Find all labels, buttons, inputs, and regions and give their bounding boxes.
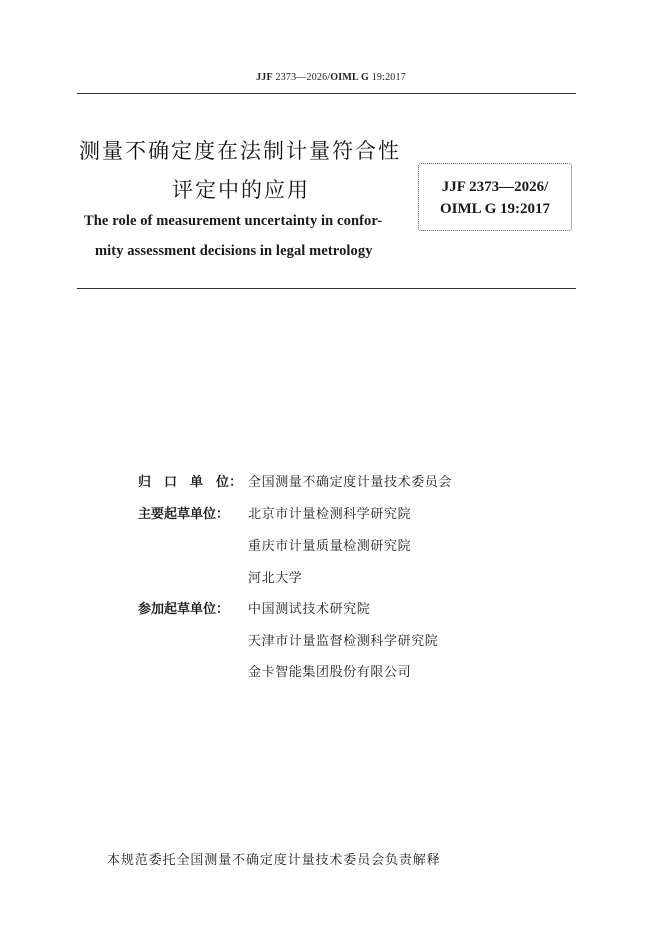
responsible-unit-label (138, 471, 248, 490)
interpretation-note: 本规范委托全国测量不确定度计量技术委员会负责解释 (107, 853, 441, 868)
standard-code-line-2: OIML G 19:2017 (439, 201, 550, 217)
standard-code-line-1: JJF 2373—2026/ (441, 179, 549, 195)
main-drafting-unit: 河北大学 (248, 571, 303, 586)
title-english-line-1: The role of measurement uncertainty in confor- (84, 213, 383, 229)
responsible-label-char: 归 (138, 475, 165, 490)
responsible-label-char: 单 (190, 475, 217, 490)
header-code-number: 2373—2026/ (272, 72, 331, 83)
title-english-line-2: mity assessment decisions in legal metrology (95, 243, 373, 259)
participating-drafting-unit: 中国测试技术研究院 (248, 602, 371, 617)
title-divider (77, 288, 576, 289)
responsible-unit-value: 全国测量不确定度计量技术委员会 (248, 475, 453, 490)
responsible-label-colon: ： (229, 475, 243, 490)
responsible-label-char: 口 (164, 475, 191, 490)
participating-drafting-row (138, 598, 370, 617)
header-code-year: 19:2017 (369, 72, 406, 83)
participating-drafting-unit: 天津市计量监督检测科学研究院 (248, 634, 439, 649)
title-chinese-line-2: 评定中的应用 (172, 178, 310, 202)
main-drafting-unit: 重庆市计量质量检测研究院 (248, 539, 412, 554)
participating-drafting-unit: 金卡智能集团股份有限公司 (248, 665, 412, 680)
page-header-code (0, 72, 662, 83)
main-drafting-row (138, 503, 411, 522)
header-code-oiml: OIML G (330, 72, 370, 83)
responsible-label-char: 位 (216, 475, 230, 490)
title-chinese-line-1: 测量不确定度在法制计量符合性 (79, 139, 401, 163)
main-drafting-unit: 北京市计量检测科学研究院 (248, 507, 412, 522)
header-code-prefix: JJF (256, 72, 273, 83)
standard-code-box (418, 163, 572, 231)
participating-drafting-label: 参加起草单位： (138, 602, 230, 617)
header-divider (77, 93, 576, 94)
responsible-unit-row (138, 471, 452, 490)
main-drafting-label: 主要起草单位： (138, 507, 230, 522)
